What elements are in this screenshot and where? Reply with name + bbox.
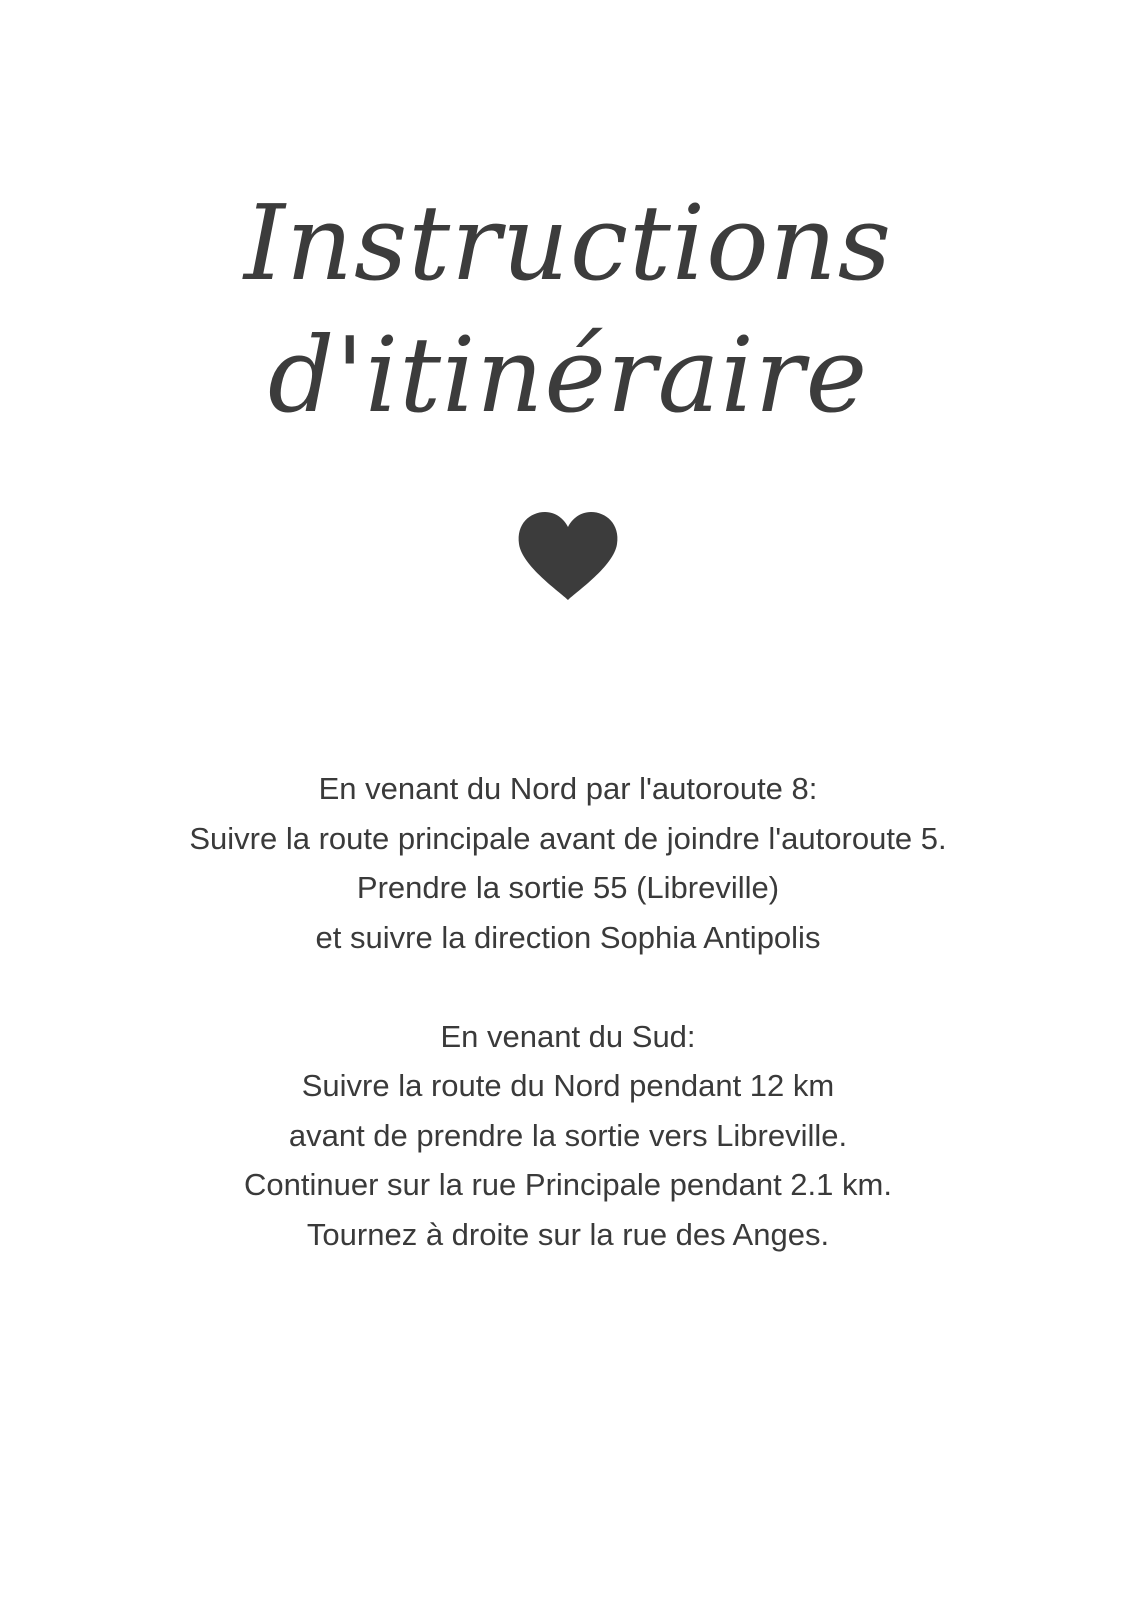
heart-icon xyxy=(516,510,620,602)
directions-text xyxy=(0,764,1136,1259)
south-line: Tournez à droite sur la rue des Anges. xyxy=(306,1216,830,1252)
north-line: Prendre la sortie 55 (Libreville) xyxy=(356,870,780,905)
north-line: Suivre la route principale avant de joindre l'autoroute 5. xyxy=(189,820,947,856)
north-heading: En venant du Nord par l'autoroute 8: xyxy=(318,771,818,806)
south-line: Suivre la route du Nord pendant 12 km xyxy=(301,1068,835,1103)
south-heading: En venant du Sud: xyxy=(440,1018,696,1054)
north-line: et suivre la direction Sophia Antipolis xyxy=(315,919,821,955)
section-spacer xyxy=(0,962,1136,1012)
title-line-1: Instructions xyxy=(243,182,893,304)
south-line: avant de prendre la sortie vers Libreville. xyxy=(288,1117,848,1153)
title-line-2: d'itinéraire xyxy=(267,314,869,436)
south-line: Continuer sur la rue Principale pendant 2.1 km. xyxy=(244,1167,892,1202)
